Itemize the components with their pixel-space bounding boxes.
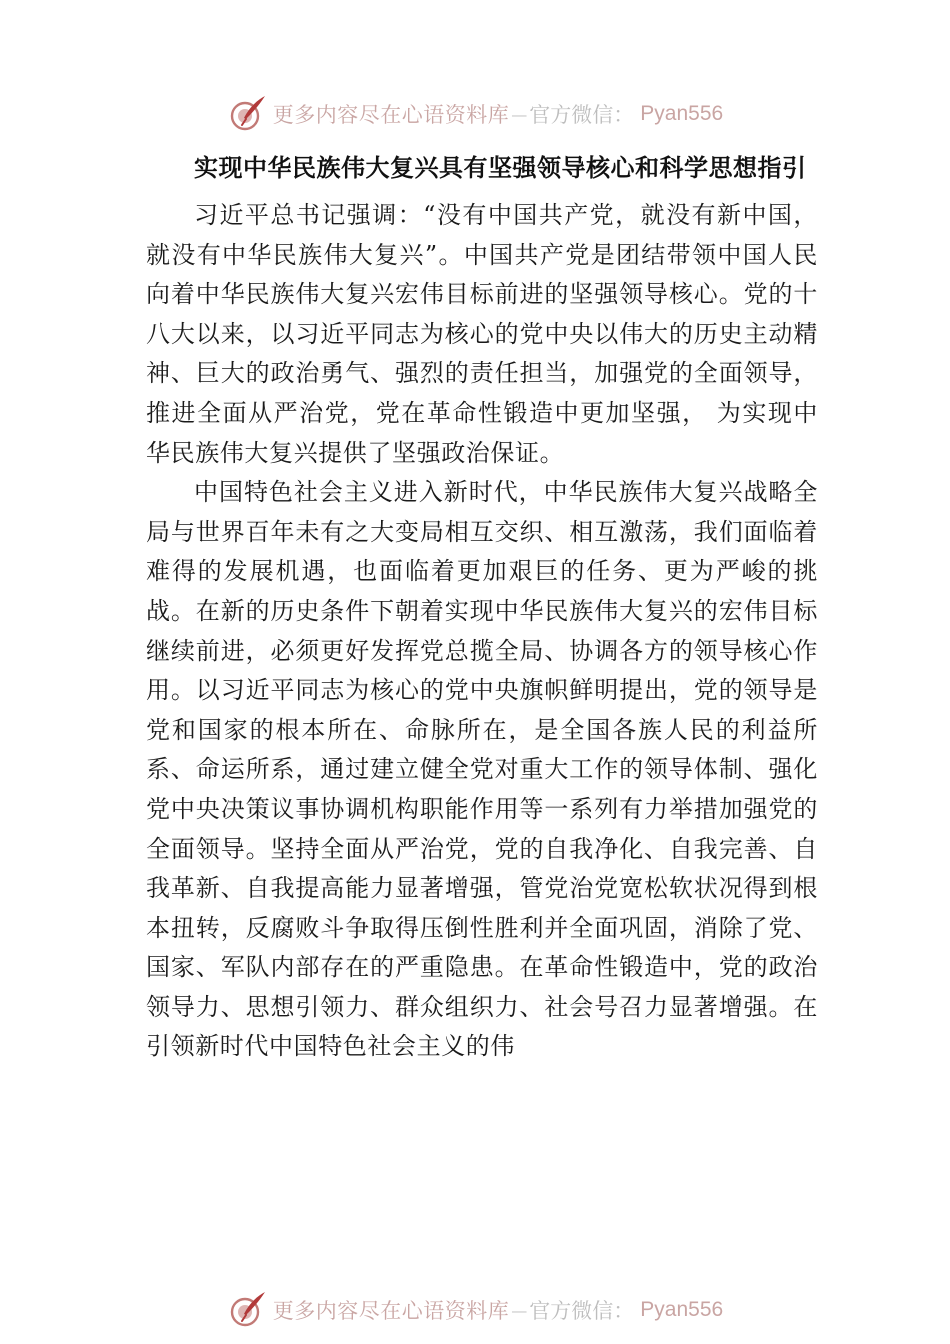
banner-separator: —: [511, 104, 528, 124]
quill-seal-logo-icon: [227, 94, 267, 134]
paragraph-2: 中国特色社会主义进入新时代，中华民族伟大复兴战略全局与世界百年未有之大变局相互交织、相互激荡，我们面临着难得的发展机遇，也面临着更加艰巨的任务、更为严峻的挑战。在新的历史条件下朝着实现中华民族伟大复兴的宏伟目标继续前进，必须更好发挥党总揽全局、协调各方的领导核心作用。以习近平同志为核心的党中央旗帜鲜明提出，党的领导是党和国家的根本所在、命脉所在，是全国各族人民的利益所系、命运所系，通过建立健全党对重大工作的领导体制、强化党中央决策议事协调机构职能作用等一系列有力举措加强党的全面领导。坚持全面从严治党，党的自我净化、自我完善、自我革新、自我提高能力显著增强，管党治党宽松软状况得到根本扭转，反腐败斗争取得压倒性胜利并全面巩固，消除了党、国家、军队内部存在的严重隐患。在革命性锻造中，党的政治领导力、思想引领力、群众组织力、社会号召力显著增强。在引领新时代中国特色社会主义的伟: [146, 478, 818, 1061]
banner-separator: —: [511, 1300, 528, 1320]
banner-text: 更多内容尽在心语资料库: [272, 103, 510, 127]
document-body: [146, 150, 818, 1067]
paragraph-1: 习近平总书记强调：“没有中国共产党，就没有新中国，就没有中华民族伟大复兴”。中国共产党是团结带领中国人民向着中华民族伟大复兴宏伟目标前进的坚强领导核心。党的十八大以来，以习近平同志为核心的党中央以伟大的历史主动精神、巨大的政治勇气、强烈的责任担当，加强党的全面领导，推进全面从严治党，党在革命性锻造中更加坚强， 为实现中华民族伟大复兴提供了坚强政治保证。: [146, 201, 818, 467]
banner-wechat-label: 官方微信：: [529, 103, 635, 127]
document-title: 实现中华民族伟大复兴具有坚强领导核心和科学思想指引: [194, 154, 807, 182]
quill-seal-logo-icon: [227, 1290, 267, 1330]
header-banner: [0, 92, 950, 136]
banner-wechat-id: Pyan556: [640, 1298, 724, 1321]
banner-wechat-label: 官方微信：: [529, 1299, 635, 1323]
banner-text: 更多内容尽在心语资料库: [272, 1299, 510, 1323]
footer-banner: [0, 1288, 950, 1332]
banner-wechat-id: Pyan556: [640, 102, 724, 125]
